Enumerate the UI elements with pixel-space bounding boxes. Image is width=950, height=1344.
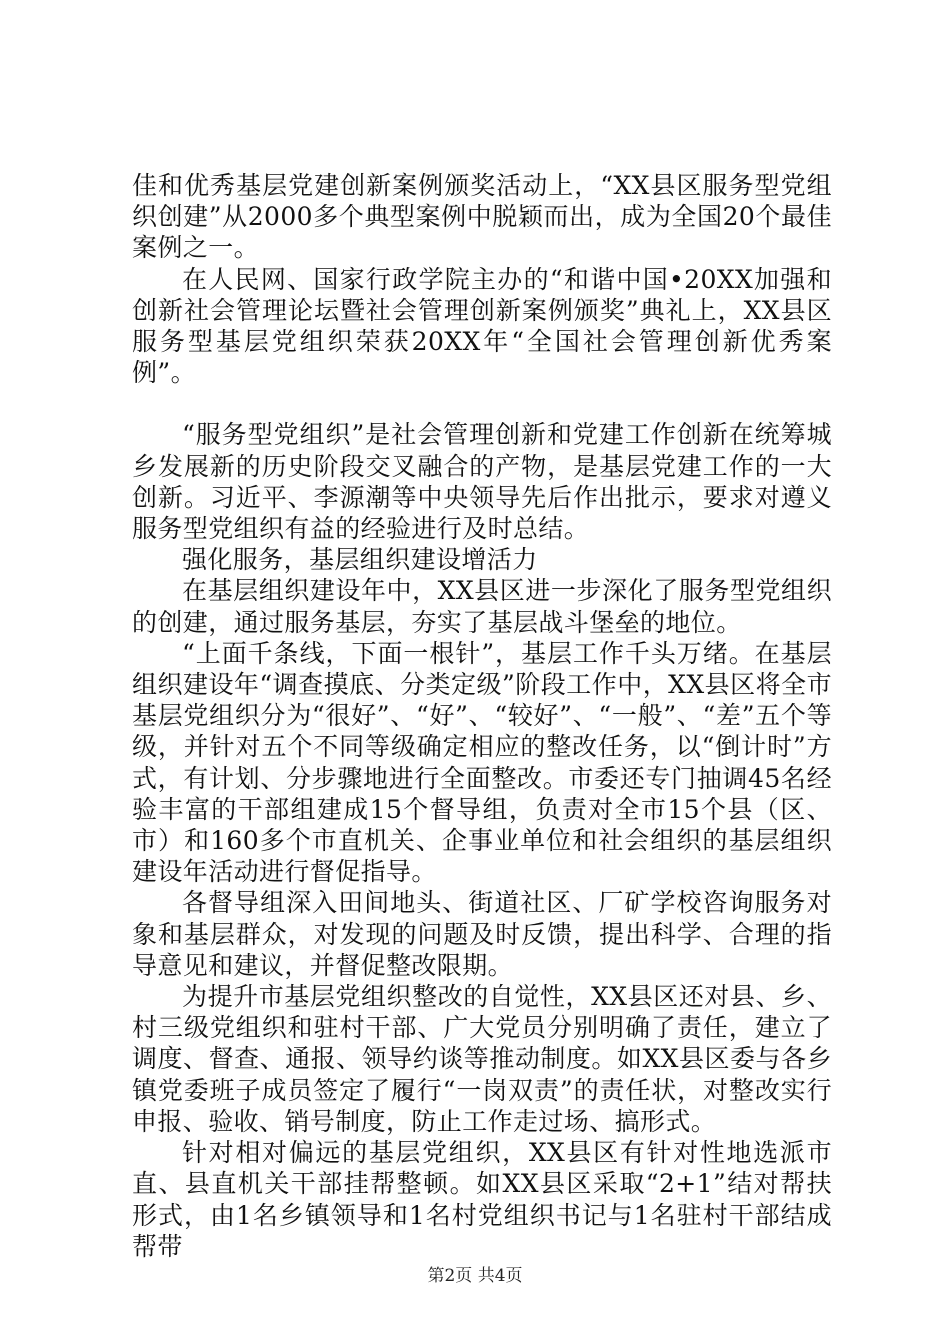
paragraph-spacer xyxy=(132,388,832,419)
paragraph-remote-organizations: 针对相对偏远的基层党组织，XX县区有针对性地选派市直、县直机关干部挂帮整顿。如XX县区采取“2+1”结对帮扶形式，由1名乡镇领导和1名村党组织书记与1名驻村干部结成帮带 xyxy=(132,1138,832,1261)
paragraph-service-party-organization: “服务型党组织”是社会管理创新和党建工作创新在统筹城乡发展新的历史阶段交叉融合的产物，是基层党建工作的一大创新。习近平、李源潮等中央领导先后作出批示，要求对遵义服务型党组织有益的经验进行及时总结。 xyxy=(132,420,832,544)
paragraph-organization-year: 在基层组织建设年中，XX县区进一步深化了服务型党组织的创建，通过服务基层，夯实了基层战斗堡垒的地位。 xyxy=(132,576,832,637)
paragraph-responsibility-system: 为提升市基层党组织整改的自觉性，XX县区还对县、乡、村三级党组织和驻村干部、广大党员分别明确了责任，建立了调度、督查、通报、领导约谈等推动制度。如XX县区委与各乡镇党委班子成员签定了履行“一岗双责”的责任状，对整改实行申报、验收、销号制度，防止工作走过场、搞形式。 xyxy=(132,982,832,1136)
section-heading-strengthen-service: 强化服务，基层组织建设增活力 xyxy=(182,545,538,575)
paragraph-peoples-daily-award: 在人民网、国家行政学院主办的“和谐中国•20XX加强和创新社会管理论坛暨社会管理创新案例颁奖”典礼上，XX县区服务型基层党组织荣获20XX年“全国社会管理创新优秀案例”。 xyxy=(132,264,832,388)
paragraph-supervision-groups: 各督导组深入田间地头、街道社区、厂矿学校咨询服务对象和基层群众，对发现的问题及时反馈，提出科学、合理的指导意见和建议，并督促整改限期。 xyxy=(132,888,832,980)
paragraph-grading-rectification: “上面千条线，下面一根针”，基层工作千头万绪。在基层组织建设年“调查摸底、分类定级”阶段工作中，XX县区将全市基层党组织分为“很好”、“好”、“较好”、“一般”、“差”五个等级，并针对五个不同等级确定相应的整改任务，以“倒计时”方式，有计划、分步骤地进行全面整改。市委还专门抽调45名经验丰富的干部组建成15个督导组，负责对全市15个县（区、市）和160多个市直机关、企事业单位和社会组织的基层组织建设年活动进行督促指导。 xyxy=(132,638,832,887)
document-body xyxy=(132,170,832,1262)
paragraph-continued-award: 佳和优秀基层党建创新案例颁奖活动上，“XX县区服务型党组织创建”从2000多个典型案例中脱颖而出，成为全国20个最佳案例之一。 xyxy=(132,171,832,263)
page-footer: 第2页 共4页 xyxy=(427,1266,523,1286)
